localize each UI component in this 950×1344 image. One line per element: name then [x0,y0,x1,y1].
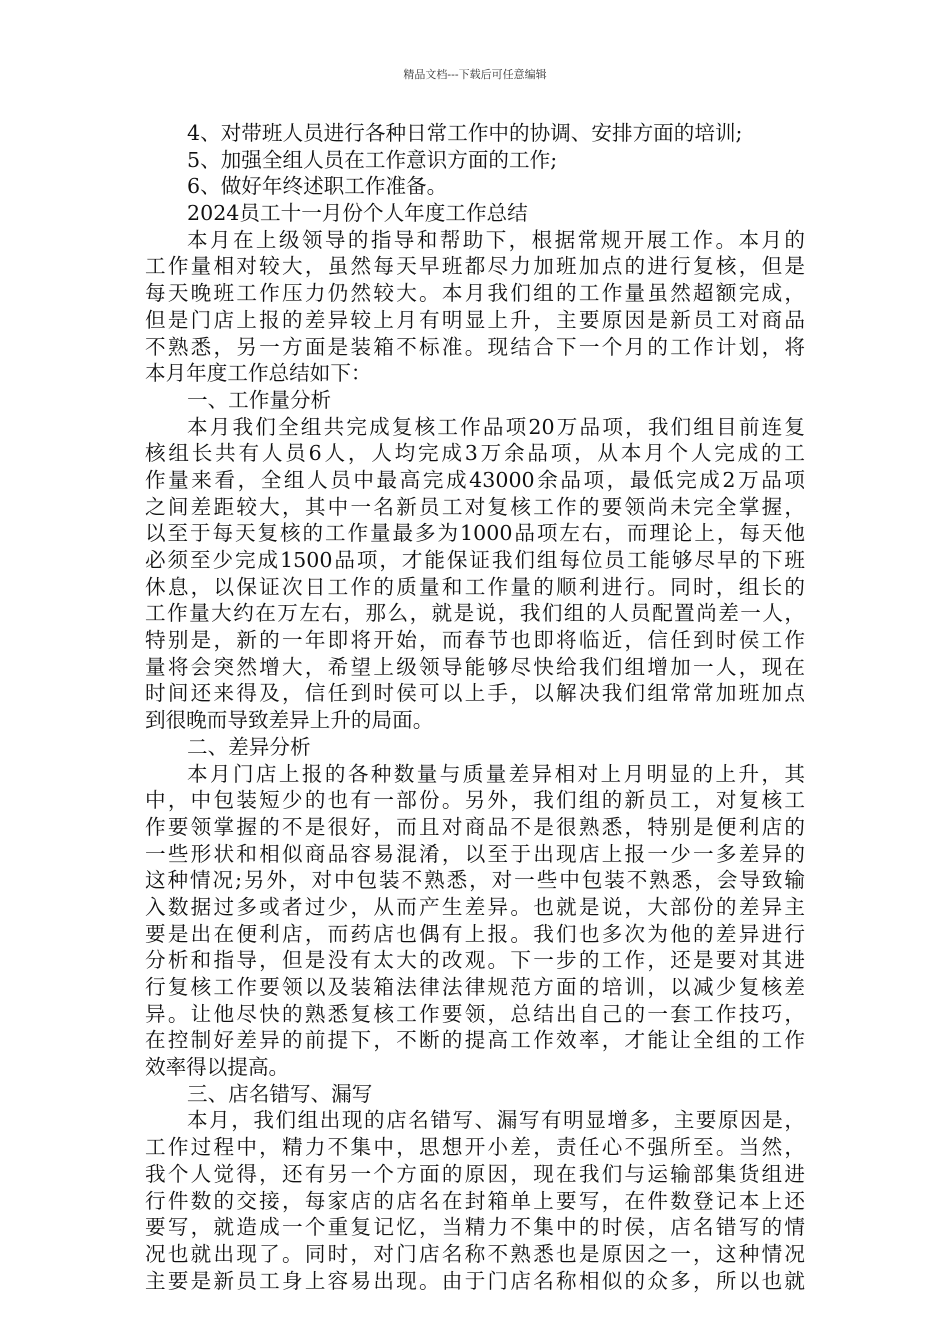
text-line: 行件数的交接，每家店的店名在封箱单上要写，在件数登记本上还 [145,1188,805,1213]
text-line: 必须至少完成1500品项，才能保证我们组每位员工能够尽早的下班 [145,548,805,572]
text-line: 工作量大约在万左右，那么，就是说，我们组的人员配置尚差一人， [145,601,805,626]
text-line: 分析和指导，但是没有太大的改观。下一步的工作，还是要对其进 [145,948,805,973]
text-line: 本月我们全组共完成复核工作品项20万品项，我们组目前连复 [187,414,805,439]
page-header: 精品文档---下载后可任意编辑 [403,68,547,81]
text-line: 量将会突然增大，希望上级领导能够尽快给我们组增加一人，现在 [145,654,805,679]
text-line: 本月门店上报的各种数量与质量差异相对上月明显的上升，其 [187,761,805,786]
text-line: 效率得以提高。 [145,1055,290,1080]
text-line: 异。让他尽快的熟悉复核工作要领，总结出自己的一套工作技巧， [145,1001,805,1026]
text-line: 主要是新员工身上容易出现。由于门店名称相似的众多，所以也就 [145,1268,805,1293]
text-line: 2024员工十一月份个人年度工作总结 [187,201,528,226]
text-line: 行复核工作要领以及装箱法律法律规范方面的培训，以减少复核差 [145,975,805,999]
text-line: 中，中包装短少的也有一部份。另外，我们组的新员工，对复核工 [145,788,805,813]
text-line: 三、店名错写、漏写 [187,1081,373,1106]
text-line: 一、工作量分析 [187,387,332,412]
text-line: 但是门店上报的差异较上月有明显上升，主要原因是新员工对商品 [145,307,805,332]
text-line: 一些形状和相似商品容易混淆，以至于出现店上报一少一多差异的 [145,841,805,866]
text-line: 本月，我们组出现的店名错写、漏写有明显增多，主要原因是， [187,1108,805,1133]
text-line: 到很晚而导致差异上升的局面。 [145,708,434,733]
text-line: 在控制好差异的前提下，不断的提高工作效率，才能让全组的工作 [145,1028,805,1053]
text-line: 我个人觉得，还有另一个方面的原因，现在我们与运输部集货组进 [145,1161,805,1186]
text-line: 时间还来得及，信任到时侯可以上手，以解决我们组常常加班加点 [145,681,805,706]
text-line: 4、对带班人员进行各种日常工作中的协调、安排方面的培训; [187,121,743,145]
text-line: 工作量相对较大，虽然每天早班都尽力加班加点的进行复核，但是 [145,254,805,279]
text-line: 休息，以保证次日工作的质量和工作量的顺利进行。同时，组长的 [145,574,805,599]
text-line: 入数据过多或者过少，从而产生差异。也就是说，大部份的差异主 [145,894,805,919]
text-line: 要是出在便利店，而药店也偶有上报。我们也多次为他的差异进行 [145,921,805,946]
text-line: 之间差距较大，其中一名新员工对复核工作的要领尚未完全掌握， [145,494,805,519]
text-line: 工作过程中，精力不集中，思想开小差，责任心不强所至。当然， [145,1135,805,1160]
text-line: 况也就出现了。同时，对门店名称不熟悉也是原因之一，这种情况 [145,1241,805,1266]
text-line: 本月在上级领导的指导和帮助下，根据常规开展工作。本月的 [187,227,805,252]
text-line: 不熟悉，另一方面是装箱不标准。现结合下一个月的工作计划，将 [145,334,805,359]
text-line: 每天晚班工作压力仍然较大。本月我们组的工作量虽然超额完成， [145,281,805,306]
text-line: 核组长共有人员6人，人均完成3万余品项，从本月个人完成的工 [145,441,805,466]
text-line: 要写，就造成一个重复记忆，当精力不集中的时侯，店名错写的情 [145,1215,805,1240]
text-line: 作量来看，全组人员中最高完成43000余品项，最低完成2万品项 [145,467,805,492]
text-line: 这种情况;另外，对中包装不熟悉，对一些中包装不熟悉，会导致输 [145,868,805,893]
text-line: 本月年度工作总结如下： [145,361,372,386]
text-line: 6、做好年终述职工作准备。 [187,174,448,199]
text-line: 以至于每天复核的工作量最多为1000品项左右，而理论上，每天他 [145,521,805,546]
text-line: 5、加强全组人员在工作意识方面的工作; [187,147,558,172]
text-line: 作要领掌握的不是很好，而且对商品不是很熟悉，特别是便利店的 [145,814,805,839]
text-line: 特别是，新的一年即将开始，而春节也即将临近，信任到时侯工作 [145,628,805,653]
document-body [145,120,805,1294]
text-line: 二、差异分析 [187,734,311,759]
